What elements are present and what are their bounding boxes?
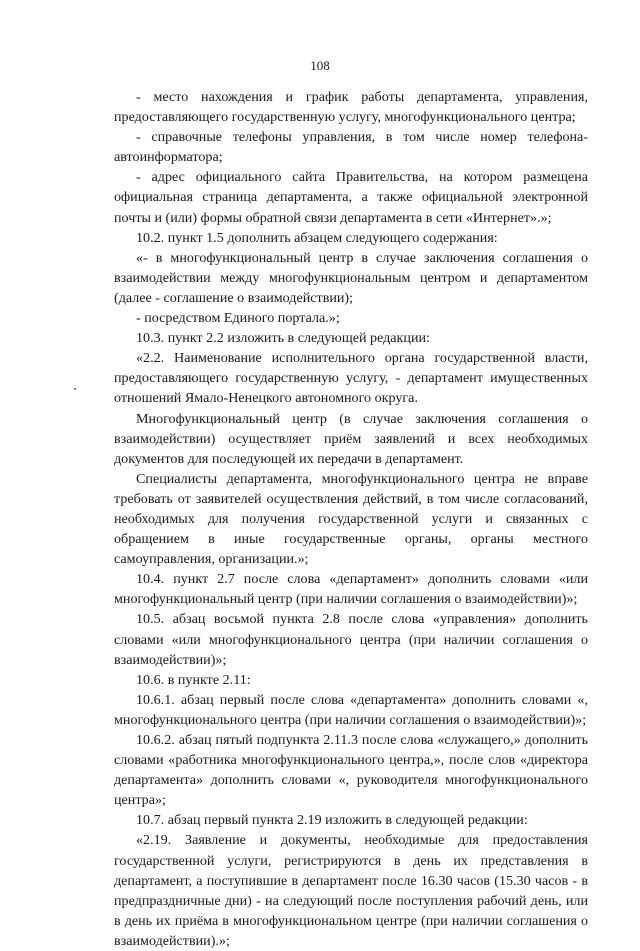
paragraph: 10.5. абзац восьмой пункта 2.8 после слова «управления» дополнить словами «или многофункционального центра (при наличии соглашения о взаимодействии)»; bbox=[114, 611, 588, 668]
paragraph: Многофункциональный центр (в случае заключения соглашения о взаимодействии) осуществляет приём заявлений и всех необходимых документов для последующей их передачи в департамент. bbox=[114, 410, 588, 467]
paragraph: «2.19. Заявление и документы, необходимые для предоставления государственной услуги, регистрируются в день их представления в департамент, а поступившие в департамент после 16.30 часов (15.30 часов - в предпраздничные дни) - на следующий после поступления рабочий день, или в день их приёма в многофункциональном центре (при наличии соглашения о взаимодействии).»; bbox=[114, 832, 588, 949]
paragraph: Специалисты департамента, многофункционального центра не вправе требовать от заявителей осуществления действий, в том числе согласований, необходимых для получения государственной услуги и связанных с обращением в иные государственные органы, органы местного самоуправления, организации.»; bbox=[114, 470, 588, 568]
scan-speck bbox=[74, 388, 76, 390]
paragraph: 10.6.1. абзац первый после слова «департамента» дополнить словами «, многофункционального центра (при наличии соглашения о взаимодействии)»; bbox=[114, 691, 588, 728]
document-body bbox=[114, 87, 588, 951]
paragraph: 10.2. пункт 1.5 дополнить абзацем следующего содержания: bbox=[136, 229, 498, 246]
paragraph: «2.2. Наименование исполнительного органа государственной власти, предоставляющего государственную услугу, - департамент имущественных отношений Ямало-Ненецкого автономного округа. bbox=[114, 350, 588, 407]
paragraph: 10.6. в пункте 2.11: bbox=[136, 671, 251, 688]
page-number: 108 bbox=[310, 58, 330, 73]
paragraph: - посредством Единого портала.»; bbox=[136, 310, 340, 327]
paragraph: - место нахождения и график работы департамента, управления, предоставляющего государственную услугу, многофункционального центра; bbox=[114, 89, 588, 126]
paragraph: «- в многофункциональный центр в случае заключения соглашения о взаимодействии между многофункциональным центром и департаментом (далее - соглашение о взаимодействии); bbox=[114, 249, 588, 306]
paragraph: 10.3. пункт 2.2 изложить в следующей редакции: bbox=[136, 330, 430, 347]
paragraph: - адрес официального сайта Правительства, на котором размещена официальная страница департамента, а также официальной электронной почты и (или) формы обратной связи департамента в сети «Интернет».»; bbox=[114, 169, 588, 226]
paragraph: - справочные телефоны управления, в том числе номер телефона-автоинформатора; bbox=[114, 129, 588, 166]
paragraph: 10.6.2. абзац пятый подпункта 2.11.3 после слова «служащего,» дополнить словами «работника многофункционального центра,», после слов «директора департамента» дополнить словами «, руководителя многофункционального центра»; bbox=[114, 732, 588, 809]
paragraph: 10.4. пункт 2.7 после слова «департамент» дополнить словами «или многофункциональный центр (при наличии соглашения о взаимодействии)»; bbox=[114, 571, 588, 608]
paragraph: 10.7. абзац первый пункта 2.19 изложить в следующей редакции: bbox=[136, 812, 528, 829]
